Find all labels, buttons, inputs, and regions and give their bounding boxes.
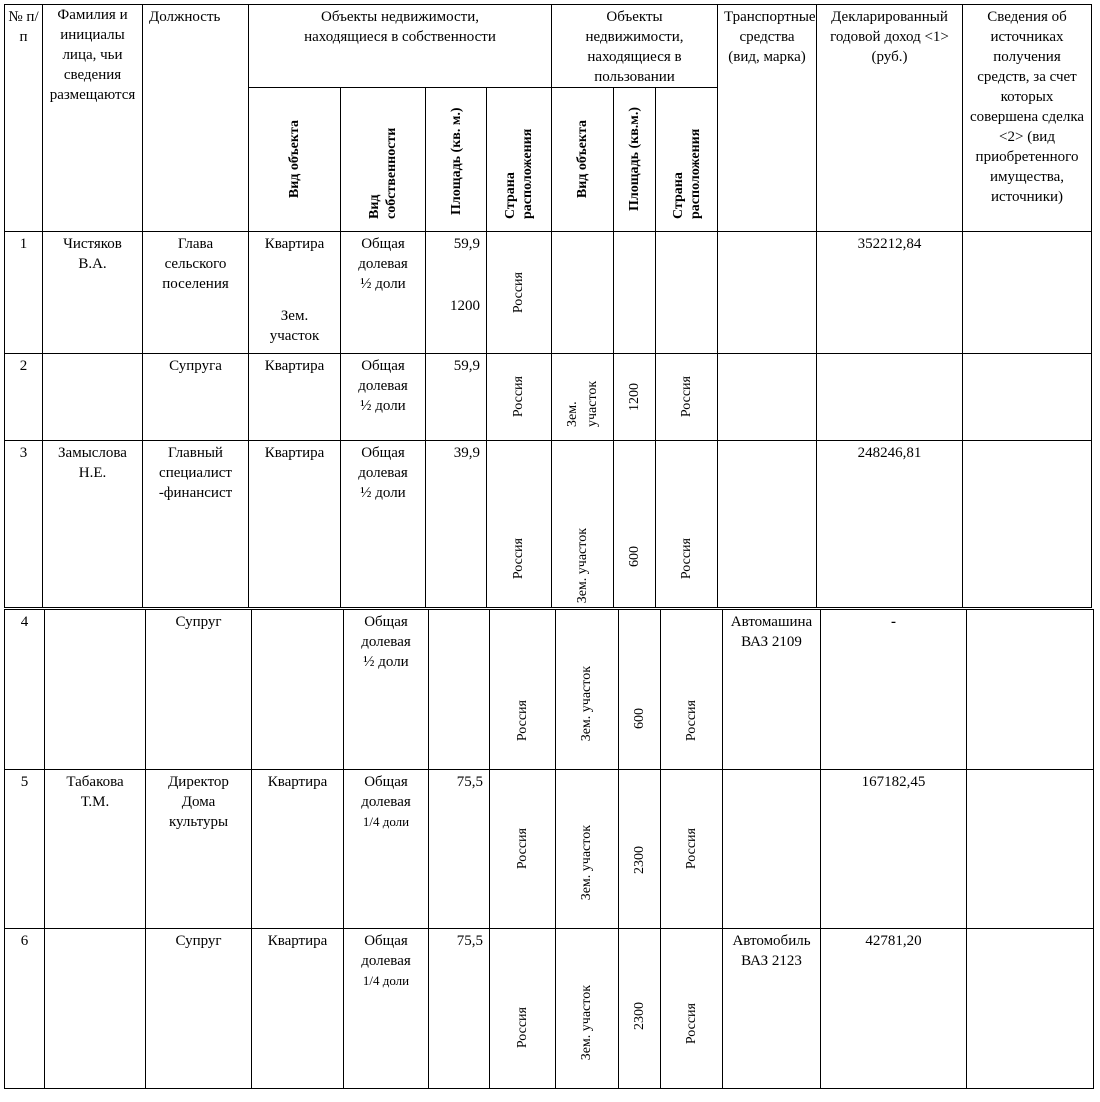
cell-transport (718, 354, 817, 441)
header-position: Должность (143, 5, 249, 232)
table-row (5, 770, 1094, 929)
header-u-country: Страна расположения (656, 88, 718, 232)
cell-name (45, 610, 146, 770)
header-transport: Транспортные средства (вид, марка) (718, 5, 817, 232)
cell-position: Глава сельского поселения (143, 232, 249, 354)
cell-position: Директор Дома культуры (146, 770, 252, 929)
cell-u-country: Россия (661, 929, 723, 1089)
header-u-area: Площадь (кв.м.) (614, 88, 656, 232)
header-u-obj-type: Вид объекта (552, 88, 614, 232)
cell-obj (252, 610, 344, 770)
cell-name (43, 354, 143, 441)
cell-transport: Автомашина ВАЗ 2109 (723, 610, 821, 770)
cell-obj: Квартира (252, 929, 344, 1089)
cell-position: Супруг (146, 929, 252, 1089)
cell-u-area: 1200 (614, 354, 656, 441)
cell-u-obj (552, 232, 614, 354)
cell-own: Общая долевая 1/4 доли (344, 929, 429, 1089)
cell-transport (718, 441, 817, 608)
cell-name: Замыслова Н.Е. (43, 441, 143, 608)
cell-own: Общая долевая ½ доли (341, 441, 426, 608)
cell-u-country: Россия (656, 354, 718, 441)
cell-own: Общая долевая ½ доли (341, 354, 426, 441)
cell-transport: Автомобиль ВАЗ 2123 (723, 929, 821, 1089)
cell-u-area (614, 232, 656, 354)
cell-country: Россия (487, 232, 552, 354)
cell-country: Россия (490, 929, 556, 1089)
cell-sources (967, 770, 1094, 929)
cell-area: 75,5 (429, 770, 490, 929)
cell-position: Супруга (143, 354, 249, 441)
cell-u-obj: Зем. участок (552, 441, 614, 608)
declaration-table-bottom (4, 609, 1094, 1089)
cell-name: Табакова Т.М. (45, 770, 146, 929)
cell-position: Супруг (146, 610, 252, 770)
cell-country: Россия (487, 441, 552, 608)
header-num: № п/п (5, 5, 43, 232)
cell-own: Общая долевая ½ доли (344, 610, 429, 770)
cell-country: Россия (490, 610, 556, 770)
cell-sources (967, 929, 1094, 1089)
cell-u-area: 2300 (619, 770, 661, 929)
cell-income: 42781,20 (821, 929, 967, 1089)
cell-name (45, 929, 146, 1089)
cell-num: 6 (5, 929, 45, 1089)
cell-sources (963, 354, 1092, 441)
header-income: Декларированный годовой доход <1> (руб.) (817, 5, 963, 232)
cell-area: 75,5 (429, 929, 490, 1089)
cell-area: 59,9 (426, 354, 487, 441)
cell-sources (967, 610, 1094, 770)
header-obj-type: Вид объекта (249, 88, 341, 232)
cell-num: 4 (5, 610, 45, 770)
cell-u-country: Россия (661, 770, 723, 929)
cell-own: Общая долевая ½ доли (341, 232, 426, 354)
cell-area: 39,9 (426, 441, 487, 608)
cell-country: Россия (490, 770, 556, 929)
cell-income: 352212,84 (817, 232, 963, 354)
cell-num: 5 (5, 770, 45, 929)
cell-income (817, 354, 963, 441)
cell-obj: Квартира Зем. участок (249, 232, 341, 354)
declaration-table-top (4, 4, 1092, 608)
cell-area: 59,9 1200 (426, 232, 487, 354)
header-country: Страна расположения (487, 88, 552, 232)
cell-obj: Квартира (249, 354, 341, 441)
cell-income: 167182,45 (821, 770, 967, 929)
cell-u-obj: Зем. участок (552, 354, 614, 441)
cell-country: Россия (487, 354, 552, 441)
cell-position: Главный специалист -финансист (143, 441, 249, 608)
header-sources: Сведения об источниках получения средств, за счет которых совершена сделка <2> (вид приобретенного имущества, источники) (963, 5, 1092, 232)
cell-sources (963, 232, 1092, 354)
cell-name: Чистяков В.А. (43, 232, 143, 354)
table-row (5, 354, 1092, 441)
table-row (5, 232, 1092, 354)
table-row (5, 441, 1092, 608)
header-own-type: Вид собственности (341, 88, 426, 232)
table-row (5, 929, 1094, 1089)
cell-u-obj: Зем. участок (556, 610, 619, 770)
header-owned: Объекты недвижимости, находящиеся в собственности (249, 5, 552, 88)
cell-u-obj: Зем. участок (556, 770, 619, 929)
cell-income: 248246,81 (817, 441, 963, 608)
header-name: Фамилия и инициалы лица, чьи сведения размещаются (43, 5, 143, 232)
cell-u-area: 600 (614, 441, 656, 608)
cell-num: 2 (5, 354, 43, 441)
cell-num: 1 (5, 232, 43, 354)
cell-obj: Квартира (249, 441, 341, 608)
cell-transport (723, 770, 821, 929)
cell-own: Общая долевая 1/4 доли (344, 770, 429, 929)
cell-u-country: Россия (656, 441, 718, 608)
header-area: Площадь (кв. м.) (426, 88, 487, 232)
table-row (5, 610, 1094, 770)
cell-sources (963, 441, 1092, 608)
cell-u-country (656, 232, 718, 354)
cell-u-obj: Зем. участок (556, 929, 619, 1089)
cell-transport (718, 232, 817, 354)
cell-area (429, 610, 490, 770)
cell-obj: Квартира (252, 770, 344, 929)
cell-u-country: Россия (661, 610, 723, 770)
cell-income: - (821, 610, 967, 770)
cell-u-area: 2300 (619, 929, 661, 1089)
cell-u-area: 600 (619, 610, 661, 770)
header-used: Объекты недвижимости, находящиеся в пользовании (552, 5, 718, 88)
cell-num: 3 (5, 441, 43, 608)
